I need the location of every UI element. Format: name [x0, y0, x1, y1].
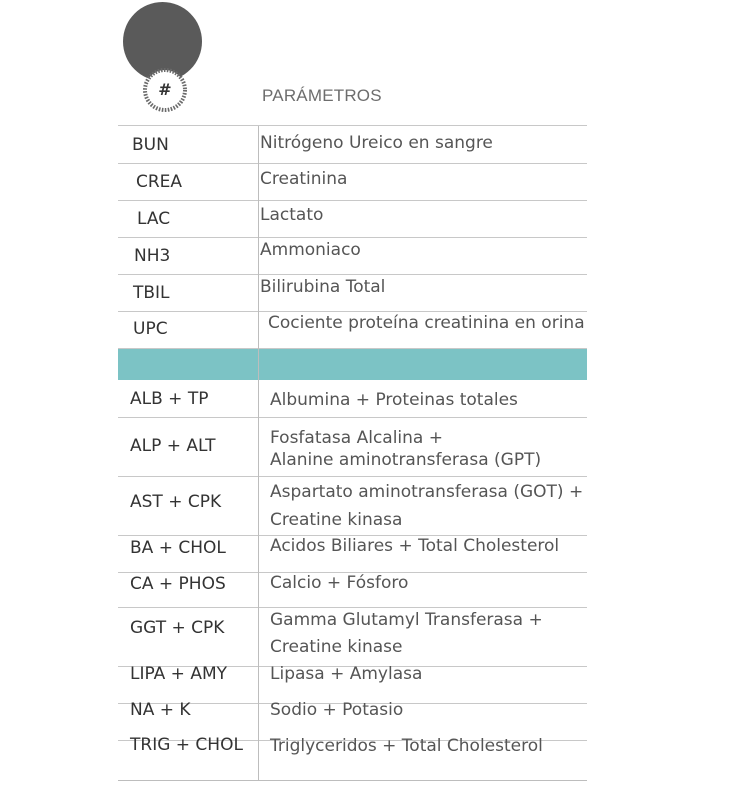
- test-description: [270, 572, 408, 594]
- test-description-line: Calcio + Fósforo: [270, 573, 409, 593]
- table-rule: [118, 237, 587, 238]
- test-description: [270, 535, 559, 557]
- test-code: LIPA + AMY: [130, 664, 228, 684]
- table-rule: [118, 417, 587, 418]
- test-description: [270, 389, 518, 411]
- section-band: [118, 349, 587, 380]
- test-description: Nitrógeno Ureico en sangre: [260, 133, 493, 153]
- test-description: Ammoniaco: [260, 240, 361, 260]
- page-title: PARÁMETROS: [262, 86, 382, 105]
- table-rule: [118, 274, 587, 275]
- test-description-line: Fosfatasa Alcalina +: [270, 428, 443, 448]
- test-description: [270, 427, 541, 471]
- test-code: ALP + ALT: [130, 436, 216, 456]
- test-code: LAC: [137, 209, 171, 229]
- test-description: [270, 735, 543, 757]
- test-code: NA + K: [130, 700, 191, 720]
- table-rule: [118, 476, 587, 477]
- test-code: ALB + TP: [130, 389, 209, 409]
- test-code: TRIG + CHOL: [130, 735, 243, 755]
- test-code: BA + CHOL: [130, 538, 226, 558]
- test-code: AST + CPK: [130, 492, 222, 512]
- table-rule: [118, 200, 587, 201]
- test-code: CREA: [136, 172, 183, 192]
- table-rule: [118, 780, 587, 781]
- test-description-line: Albumina + Proteinas totales: [270, 390, 518, 410]
- test-description-line: Gamma Glutamyl Transferasa +: [270, 610, 543, 630]
- test-description-line: Creatine kinasa: [270, 510, 403, 530]
- hash-badge-icon: [141, 66, 189, 114]
- test-description-line: Triglyceridos + Total Cholesterol: [270, 736, 543, 756]
- test-code: CA + PHOS: [130, 574, 226, 594]
- test-description: [270, 699, 403, 721]
- test-description: Creatinina: [260, 169, 348, 189]
- test-description-line: Lipasa + Amylasa: [270, 664, 423, 684]
- test-description: Bilirubina Total: [260, 277, 386, 297]
- test-description-line: Creatine kinase: [270, 637, 403, 657]
- test-code: GGT + CPK: [130, 618, 225, 638]
- table-rule: [118, 163, 587, 164]
- test-code: BUN: [132, 135, 169, 155]
- test-description: Lactato: [260, 205, 324, 225]
- test-description: [270, 663, 422, 685]
- test-description: [270, 478, 583, 534]
- test-description-line: Alanine aminotransferasa (GPT): [270, 450, 542, 470]
- hash-symbol: #: [158, 80, 172, 99]
- test-code: UPC: [133, 319, 168, 339]
- test-description-line: Sodio + Potasio: [270, 700, 404, 720]
- test-description: [270, 607, 543, 661]
- table-rule: [118, 125, 587, 126]
- test-description-line: Acidos Biliares + Total Cholesterol: [270, 536, 560, 556]
- test-code: TBIL: [133, 283, 170, 303]
- test-code: NH3: [134, 246, 171, 266]
- column-divider: [258, 126, 259, 780]
- test-description-line: Aspartato aminotransferasa (GOT) +: [270, 482, 584, 502]
- test-description: Cociente proteína creatinina en orina: [268, 313, 585, 333]
